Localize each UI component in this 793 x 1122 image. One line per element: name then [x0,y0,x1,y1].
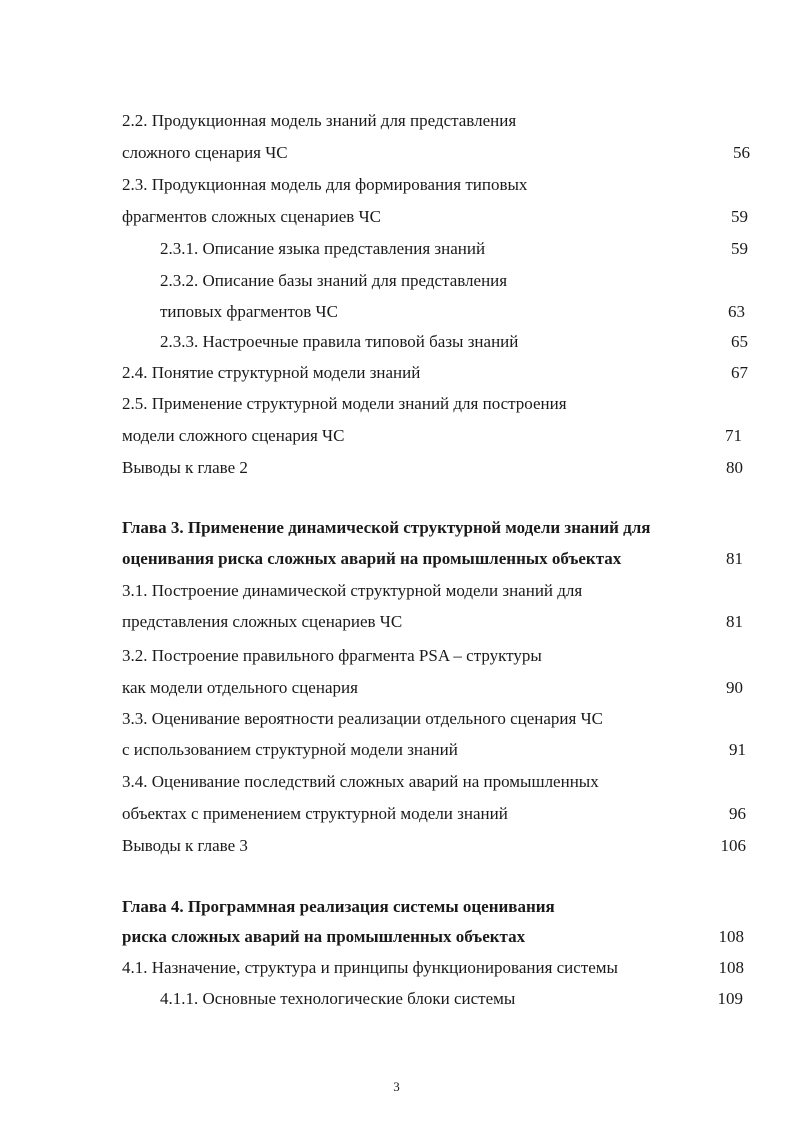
toc-entry-3-4-line2: объектах с применением структурной модели знаний [122,804,508,823]
toc-page-3-3: 91 [729,740,746,759]
toc-entry-4-1: 4.1. Назначение, структура и принципы функционирования системы [122,958,618,977]
toc-page-2-2: 56 [733,143,750,162]
toc-entry-3-1-line1: 3.1. Построение динамической структурной модели знаний для [122,581,583,600]
toc-page-conclusions-3: 106 [720,836,746,855]
toc-entry-2-2-line1: 2.2. Продукционная модель знаний для представления [122,111,517,130]
toc-entry-3-2-line2: как модели отдельного сценария [122,678,358,697]
toc-entry-2-5-line1: 2.5. Применение структурной модели знаний для построения [122,394,567,413]
toc-chapter-4-line1: Глава 4. Программная реализация системы оценивания [122,897,555,916]
toc-entry-2-3-line1: 2.3. Продукционная модель для формирования типовых [122,175,528,194]
page-number: 3 [393,1079,400,1094]
toc-page-4-1: 108 [718,958,744,977]
toc-entry-2-4: 2.4. Понятие структурной модели знаний [122,363,421,382]
toc-page-3-1: 81 [726,612,743,631]
toc-page-2-3-2: 63 [728,302,745,321]
toc-chapter-3-line2: оценивания риска сложных аварий на промышленных объектах [122,549,622,568]
toc-chapter-4-line2: риска сложных аварий на промышленных объектах [122,927,526,946]
toc-page-conclusions-2: 80 [726,458,743,477]
toc-entry-2-3-2-line2: типовых фрагментов ЧС [160,302,338,321]
toc-entry-conclusions-2: Выводы к главе 2 [122,458,248,477]
toc-entry-conclusions-3: Выводы к главе 3 [122,836,248,855]
toc-entry-2-3-3: 2.3.3. Настроечные правила типовой базы знаний [160,332,519,351]
toc-page-2-3-1: 59 [731,239,748,258]
toc-page-chapter-4: 108 [718,927,744,946]
toc-page-2-3-3: 65 [731,332,748,351]
toc-entry-2-3-line2: фрагментов сложных сценариев ЧС [122,207,381,226]
toc-page-2-3: 59 [731,207,748,226]
toc-chapter-3-line1: Глава 3. Применение динамической структурной модели знаний для [122,518,651,537]
toc-page-3-2: 90 [726,678,743,697]
toc-page-4-1-1: 109 [717,989,743,1008]
toc-entry-3-3-line2: с использованием структурной модели знаний [122,740,458,759]
toc-entry-3-1-line2: представления сложных сценариев ЧС [122,612,403,631]
toc-page-3-4: 96 [729,804,746,823]
toc-page-chapter-3: 81 [726,549,743,568]
toc-entry-3-3-line1: 3.3. Оценивание вероятности реализации отдельного сценария ЧС [122,709,603,728]
toc-page-2-5: 71 [725,426,742,445]
toc-entry-2-3-2-line1: 2.3.2. Описание базы знаний для представления [160,271,508,290]
toc-entry-2-2-line2: сложного сценария ЧС [122,143,288,162]
toc-entry-3-4-line1: 3.4. Оценивание последствий сложных аварий на промышленных [122,772,599,791]
toc-entry-4-1-1: 4.1.1. Основные технологические блоки системы [160,989,516,1008]
toc-page-2-4: 67 [731,363,748,382]
toc-entry-2-5-line2: модели сложного сценария ЧС [122,426,345,445]
toc-entry-2-3-1: 2.3.1. Описание языка представления знаний [160,239,486,258]
toc-entry-3-2-line1: 3.2. Построение правильного фрагмента PSA – структуры [122,646,542,665]
